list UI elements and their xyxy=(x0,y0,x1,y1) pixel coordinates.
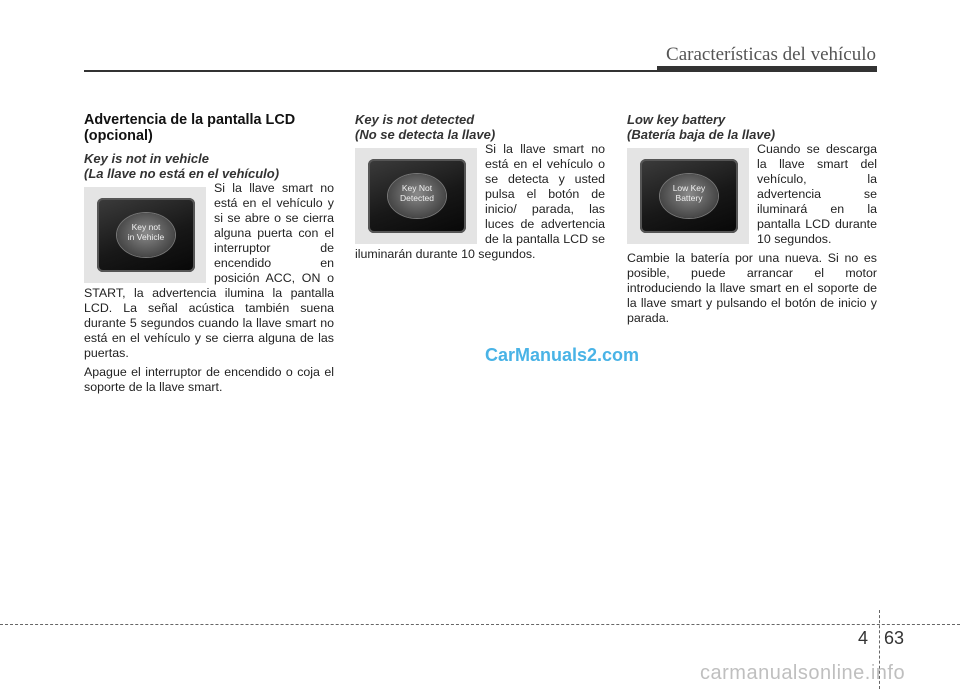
lcd-screen xyxy=(97,198,195,272)
watermark: CarManuals2.com xyxy=(485,345,640,365)
header-tab-bar xyxy=(657,66,877,72)
figure-label: Low Key Battery xyxy=(672,183,706,203)
figure-label: Key not in Vehicle xyxy=(127,222,165,242)
subtitle-es: (Batería baja de la llave) xyxy=(627,127,776,142)
header-title: Características del vehículo xyxy=(666,44,876,65)
footer-site-link[interactable]: carmanualsonline.info xyxy=(700,662,906,684)
subtitle-en: Key is not in vehicle xyxy=(84,151,209,166)
paragraph: Si la llave smart no está en el vehículo o se detecta y usted pulsa el botón de inicio/ parada, las luces de advertencia de la pantalla LCD se iluminarán durante 10 segundos. xyxy=(355,142,605,261)
subtitle-es: (La llave no está en el vehículo) xyxy=(84,166,280,181)
lcd-figure-low-key-battery xyxy=(627,148,749,244)
section-title: Advertencia de la pantalla LCD (opcional) xyxy=(84,112,296,144)
subtitle-en: Low key battery xyxy=(627,112,726,127)
lcd-figure-key-not-detected xyxy=(355,148,477,244)
chapter-number: 4 xyxy=(858,628,869,648)
header-rule xyxy=(84,70,657,72)
paragraph: Cuando se descarga la llave smart del vehículo, la advertencia se iluminará en la pantalla LCD durante 10 segundos. xyxy=(757,142,877,246)
page-number: 63 xyxy=(884,628,905,648)
paragraph: Apague el interruptor de encendido o coja el soporte de la llave smart. xyxy=(84,365,334,394)
column-not-detected xyxy=(355,112,605,262)
subtitle-es: (No se detecta la llave) xyxy=(355,127,496,142)
column-low-battery xyxy=(627,112,877,326)
lcd-figure-key-not-in-vehicle xyxy=(84,187,206,283)
figure-label: Key Not Detected xyxy=(399,183,435,203)
paragraph: Si la llave smart no está en el vehículo y si se abre o se cierra alguna puerta con el interruptor de encendido en posición ACC, ON o START, la advertencia ilumina la pantalla LCD. La señal acústica también suena durante 5 segundos cuando la llave smart no está en el vehículo y se cierra alguna de las puertas. xyxy=(84,181,334,360)
lcd-screen xyxy=(368,159,466,233)
lcd-screen xyxy=(640,159,738,233)
column-not-in-vehicle xyxy=(84,112,334,395)
footer-rule xyxy=(0,624,960,625)
paragraph: Cambie la batería por una nueva. Si no es posible, puede arrancar el motor introduciendo la llave smart en el soporte de la llave smart y pulsando el botón de inicio y parada. xyxy=(627,251,877,325)
subtitle-en: Key is not detected xyxy=(355,112,475,127)
